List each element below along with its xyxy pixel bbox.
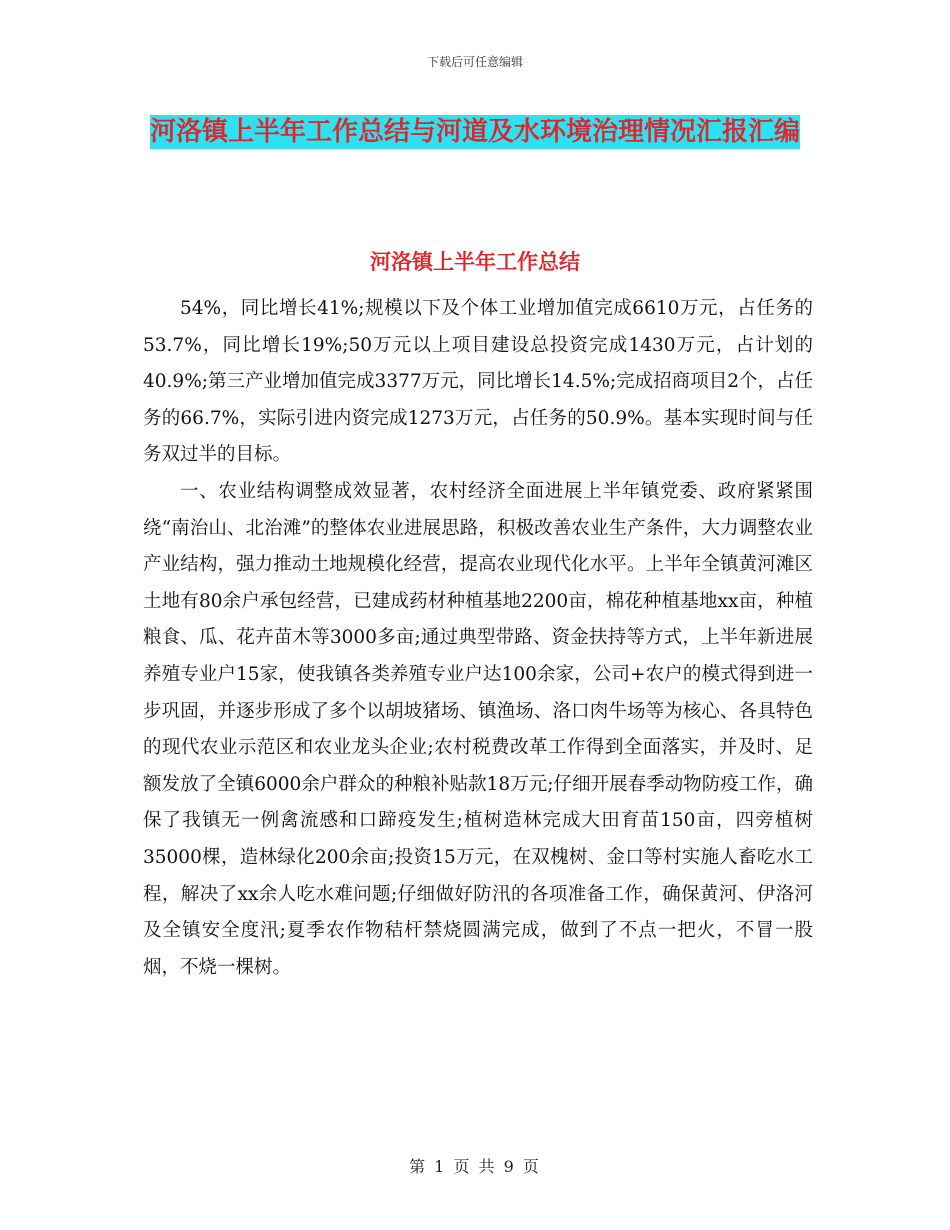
page-number: 第 1 页 共 9 页: [409, 1157, 541, 1176]
page-header-note: 下载后可任意编辑: [426, 55, 523, 69]
document-title-text: 河洛镇上半年工作总结与河道及水环境治理情况汇报汇编: [149, 117, 800, 147]
section-title: 河洛镇上半年工作总结: [370, 250, 580, 274]
document-body: [143, 291, 813, 986]
paragraph: 一、农业结构调整成效显著，农村经济全面进展上半年镇党委、政府紧紧围绕“南治山、北治滩”的整体农业进展思路，积极改善农业生产条件，大力调整农业产业结构，强力推动土地规模化经营，提高农业现代化水平。上半年全镇黄河滩区土地有80余户承包经营，已建成药材种植基地2200亩，棉花种植基地xx亩，种植粮食、瓜、花卉苗木等3000多亩;通过典型带路、资金扶持等方式，上半年新进展养殖专业户15家，使我镇各类养殖专业户达100余家，公司+农户的模式得到进一步巩固，并逐步形成了多个以胡坡猪场、镇渔场、洛口肉牛场等为核心、各具特色的现代农业示范区和农业龙头企业;农村税费改革工作得到全面落实，并及时、足额发放了全镇6000余户群众的种粮补贴款18万元;仔细开展春季动物防疫工作，确保了我镇无一例禽流感和口蹄疫发生;植树造林完成大田育苗150亩，四旁植树35000棵，造林绿化200余亩;投资15万元，在双槐树、金口等村实施人畜吃水工程，解决了xx余人吃水难问题;仔细做好防汛的各项准备工作，确保黄河、伊洛河及全镇安全度汛;夏季农作物秸杆禁烧圆满完成，做到了不点一把火，不冒一股烟，不烧一棵树。: [143, 480, 813, 978]
document-title: [100, 110, 850, 154]
paragraph: 54%，同比增长41%;规模以下及个体工业增加值完成6610万元，占任务的53.7%，同比增长19%;50万元以上项目建设总投资完成1430万元，占计划的40.9%;第三产业增加值完成3377万元，同比增长14.5%;完成招商项目2个，占任务的66.7%，实际引进内资完成1273万元，占任务的50.9%。基本实现时间与任务双过半的目标。: [143, 298, 813, 466]
